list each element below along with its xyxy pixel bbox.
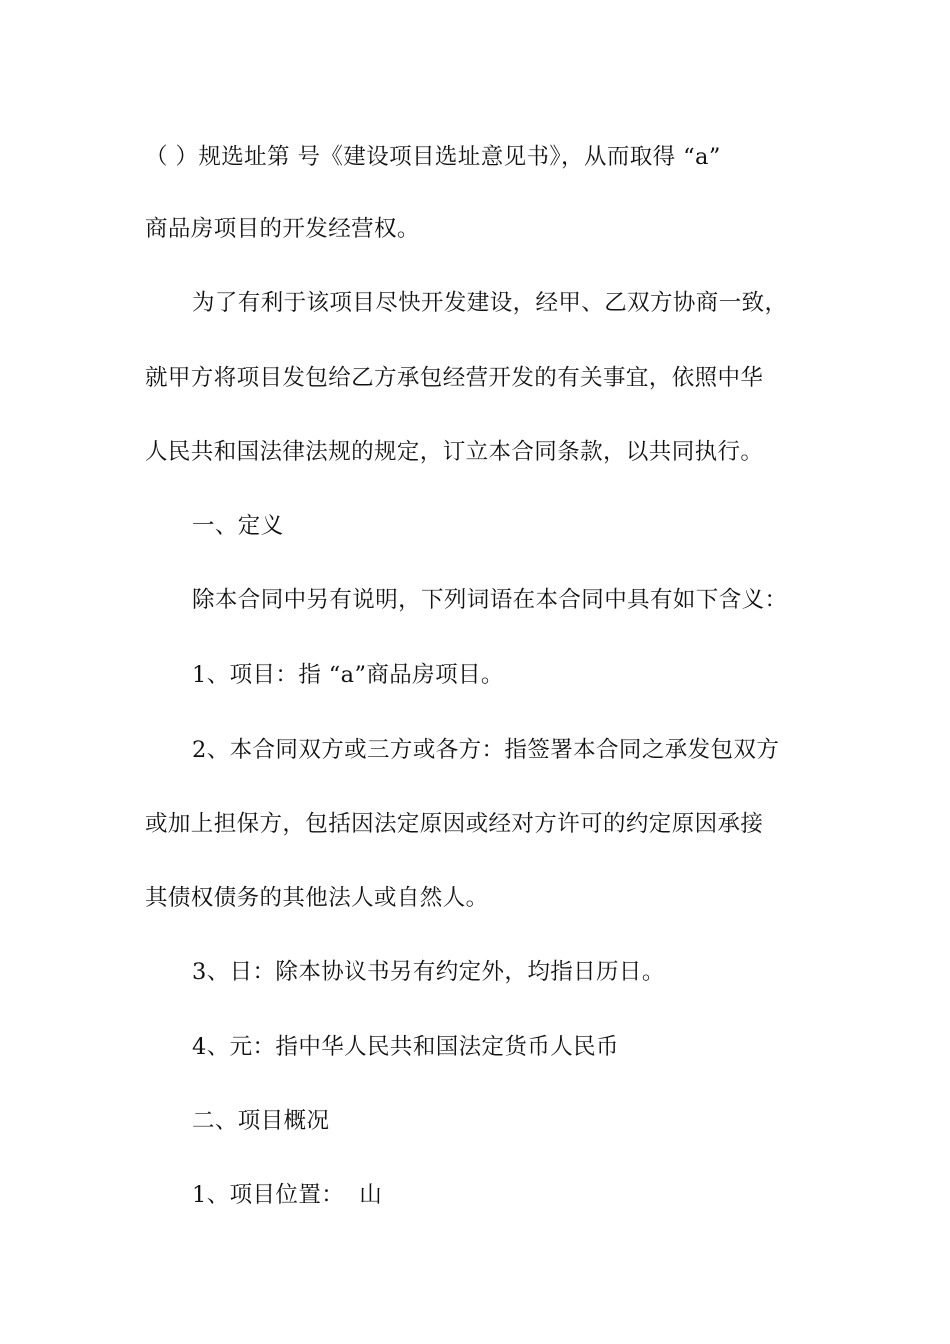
paragraph-line-2: 就甲方将项目发包给乙方承包经营开发的有关事宜，依照中华: [145, 365, 764, 391]
definition-item-2-line-2: 或加上担保方，包括因法定原因或经对方许可的约定原因承接: [145, 811, 764, 837]
text-line-1: （ ）规选址第 号《建设项目选址意见书》，从而取得 “a”: [145, 144, 721, 170]
project-location-line: 1、项目位置： 山: [192, 1182, 383, 1208]
definition-item-2-line-1: 2、本合同双方或三方或各方：指签署本合同之承发包双方: [192, 737, 780, 763]
definitions-intro: 除本合同中另有说明，下列词语在本合同中具有如下含义：: [192, 587, 788, 613]
definition-item-3: 3、日：除本协议书另有约定外，均指日历日。: [192, 959, 665, 985]
text-line-2: 商品房项目的开发经营权。: [145, 216, 420, 242]
definition-item-4: 4、元：指中华人民共和国法定货币人民币: [192, 1034, 619, 1060]
section-heading-definitions: 一、定义: [192, 513, 284, 539]
paragraph-line-1: 为了有利于该项目尽快开发建设，经甲、乙双方协商一致，: [192, 290, 788, 316]
paragraph-line-3: 人民共和国法律法规的规定，订立本合同条款，以共同执行。: [145, 439, 764, 465]
definition-item-1: 1、项目：指 “a”商品房项目。: [192, 662, 504, 688]
definition-item-2-line-3: 其债权债务的其他法人或自然人。: [145, 885, 489, 911]
section-heading-project-overview: 二、项目概况: [192, 1108, 330, 1134]
